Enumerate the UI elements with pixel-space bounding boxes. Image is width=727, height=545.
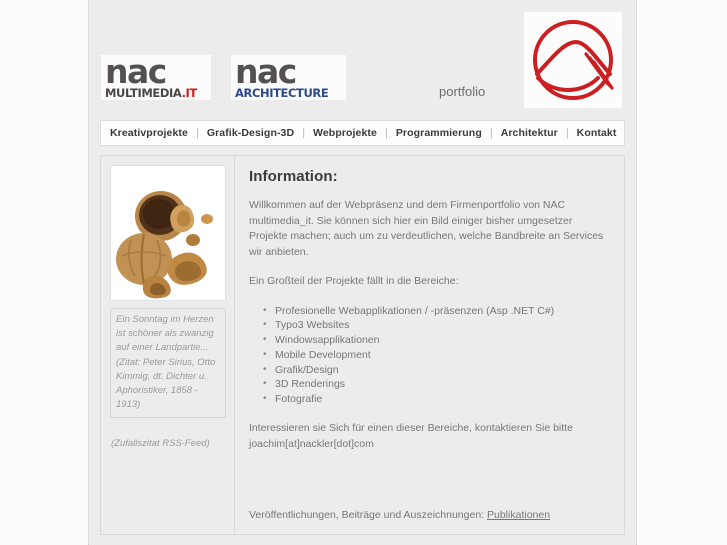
logo-multimedia-tld: .IT: [181, 86, 197, 100]
nav-item-programmierung[interactable]: Programmierung: [395, 127, 482, 139]
nav-item-kontakt[interactable]: Kontakt: [576, 127, 617, 139]
logo-nac-architecture[interactable]: [231, 52, 346, 100]
list-item: • Profesionelle Webapplikationen / -präsenzen (Asp .NET C#): [275, 304, 608, 319]
main-column: [235, 156, 624, 534]
site-header: [89, 0, 636, 115]
logo-multimedia-subtitle: [103, 87, 211, 100]
list-item: • Grafik/Design: [275, 363, 608, 378]
logo-nac-multimedia[interactable]: [101, 52, 211, 100]
nav-item-grafik-design-3d[interactable]: Grafik-Design-3D: [206, 127, 295, 139]
list-item: • 3D Renderings: [275, 377, 608, 392]
page-title: Information:: [249, 168, 338, 185]
list-item: • Mobile Development: [275, 348, 608, 363]
walnuts-photo: [110, 165, 226, 301]
nav-item-architektur[interactable]: Architektur: [500, 127, 558, 139]
nav-separator: |: [302, 127, 306, 139]
list-item: • Fotografie: [275, 392, 608, 407]
logo-nac-wordmark: nac: [105, 52, 166, 91]
sidebar: [101, 156, 235, 534]
logo-nac-wordmark-architecture: nac: [235, 52, 296, 91]
bullets-intro: Ein Großteil der Projekte fällt in die Bereiche:: [249, 275, 459, 287]
services-list: [249, 304, 608, 408]
nav-separator: |: [384, 127, 388, 139]
portfolio-label: portfolio: [439, 84, 486, 99]
nav-separator: |: [565, 127, 569, 139]
rss-feed-note: (Zufallszitat RSS-Feed): [111, 438, 210, 450]
content-area: [100, 155, 625, 535]
random-quote-box: [110, 308, 226, 418]
quote-text: Ein Sonntag im Herzen ist schöner als zwanzig auf einer Landpartie... (Zitat: Peter Sirius, Otto Kimmig, dt. Dichter u. Aphoristiker, 1858 - 1913): [116, 314, 216, 411]
contact-paragraph: Interessieren sie Sich für einen dieser Bereiche, kontaktieren Sie bitte joachim[at]nackler[dot]com: [249, 422, 573, 450]
nav-separator: |: [489, 127, 493, 139]
list-item: • Windowsapplikationen: [275, 333, 608, 348]
main-navigation: [100, 120, 625, 146]
publications-prefix: Veröffentlichungen, Beiträge und Auszeichnungen:: [249, 509, 487, 522]
page-container: [88, 0, 637, 545]
nac-circle-mountain-icon[interactable]: [524, 12, 622, 108]
intro-paragraph: Willkommen auf der Webpräsenz und dem Firmenportfolio von NAC multimedia_it. Sie können sich hier ein Bild einiger bisher umgesetzer Projekte machen; auch um zu verdeutlichen, welche Bandbreite an Services wir anbieten.: [249, 199, 604, 258]
logo-multimedia-text: MULTIMEDIA: [105, 86, 182, 100]
nav-item-kreativprojekte[interactable]: Kreativprojekte: [110, 127, 188, 139]
publications-link[interactable]: Publikationen: [487, 509, 551, 522]
list-item: • Typo3 Websites: [275, 318, 608, 333]
publications-paragraph: [249, 508, 608, 524]
nav-separator: |: [195, 127, 199, 139]
logo-architecture-subtitle: ARCHITECTURE: [235, 86, 329, 100]
nav-item-webprojekte[interactable]: Webprojekte: [313, 127, 377, 139]
